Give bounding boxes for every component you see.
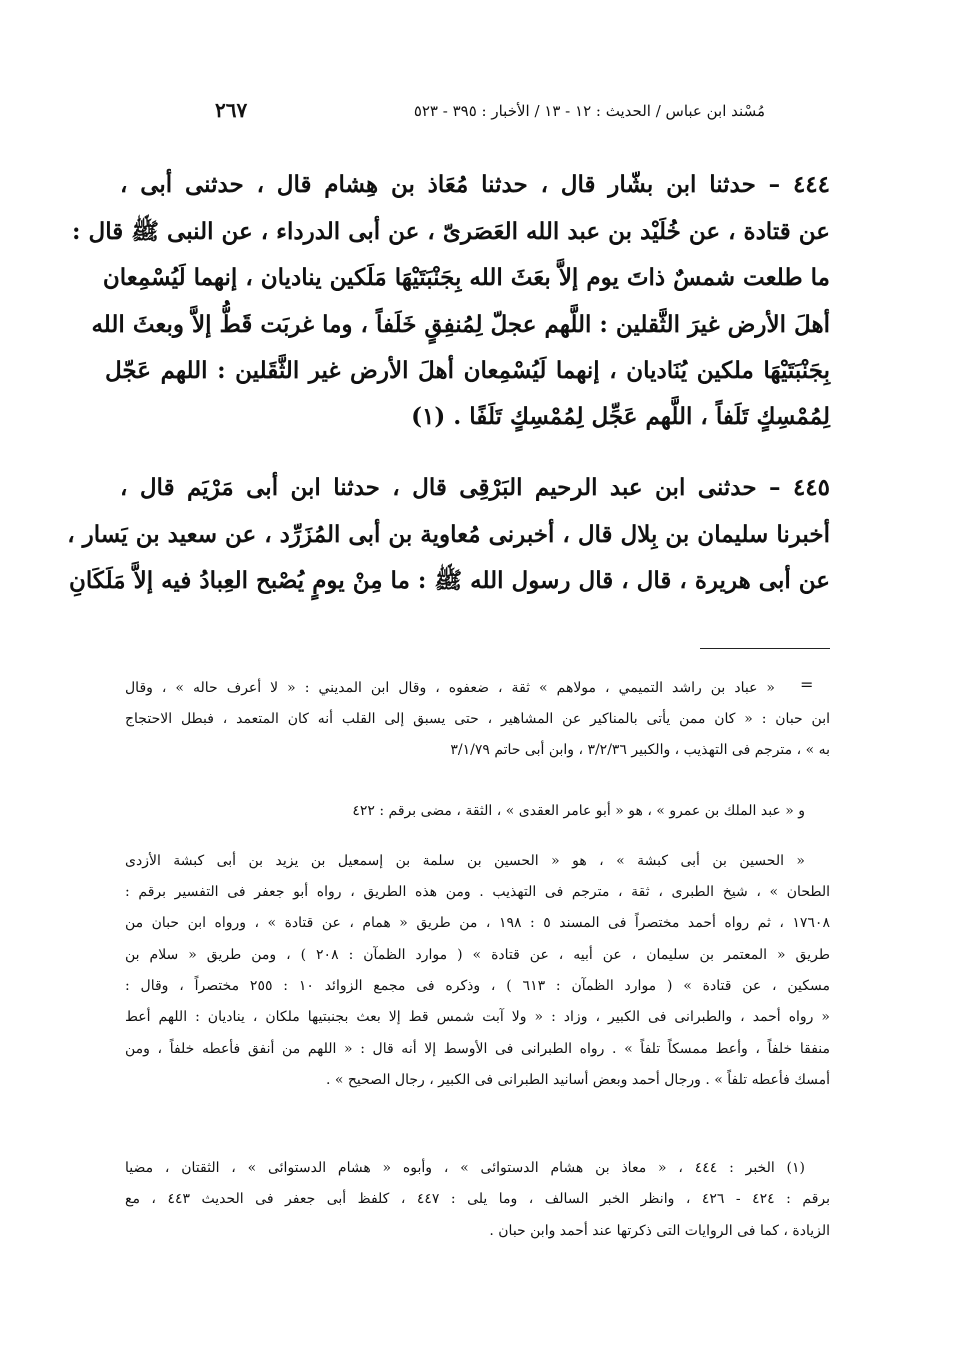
running-header: مُسْند ابن عباس / الحديث : ١٢ - ١٣ / الأخبار : ٣٩٥ - ٥٢٣ <box>413 102 765 120</box>
footnote-line: « رواه أحمد ، والطبرانى فى الكبير ، وزاد : « ولا آبت شمس قط إلا بعث بجنبتيها ملكان ، يناديان : اللهم أعط <box>125 1009 830 1025</box>
text-line: لِمُمْسِكٍ تَلَفاً ، اللَّهم عَجِّل لِمُمْسِكٍ تَلَفًا . (١) <box>411 403 830 430</box>
text-line: ما طلعت شمسٌ ذاتَ يوم إلاَّ بعَثَ الله بِجَنْبَتَيْهَا مَلَكين يناديان ، إنهما لَيُسْمِعان <box>102 264 830 291</box>
page-number: ٢٦٧ <box>215 98 248 122</box>
footnote-line: برقم : ٤٢٤ - ٤٢٦ ، وانظر الخبر السالف ، وما يلى : ٤٤٧ ، كلفظ أبى جعفر فى الحديث ٤٤٣ ، مع <box>125 1191 831 1207</box>
footnote-line: « عباد بن راشد التميمي ، مولاهم » ثقة ، ضعفوه ، وقال ابن المديني : « لا أعرف حاله » ، وقال <box>125 680 775 696</box>
footnote-line: ١٧٦٠٨ ، ثم رواه أحمد مختصراً فى المسند ٥ : ١٩٨ ، من طريق « همام ، عن قتادة » ، ورواه ابن حبان من <box>125 915 830 931</box>
text-line: أخبرنا سليمان بن بِلال قال ، أخبرنى مُعاوية بن أبى المُزَرِّد ، عن سعيد بن يَسار ، <box>67 521 830 548</box>
text-line: بِجَنْبَتَيْهَا ملكين يُنَاديان ، إنهما لَيُسْمِعان أهلَ الأرض غير الثَّقَلين : اللهم عَجّل <box>105 357 830 384</box>
footnote-line: طريق « المعتمر بن سليمان ، عن أبيه ، عن قتادة » ( موارد الظمآن : ٢٠٨ ) ، ومن طريق « سلام بن <box>125 947 830 963</box>
text-line: عن قتادة ، عن خُلَيْد بن عبد الله العَصَرىّ ، عن أبى الدرداء ، عن النبى ﷺ قال : <box>72 218 830 245</box>
footnote-line: منفقا خلفاً ، وأعط ممسكاً تلفاً » . رواه الطبرانى فى الأوسط إلا أنه قال : « اللهم من أنفق فأعطه خلفاً ، ومن <box>125 1041 830 1057</box>
footnote-line: « الحسين بن أبى كبشة » ، هو « الحسين بن سلمة بن إسمعيل بن يزيد بن أبى كبشة الأزدى <box>125 853 805 869</box>
footnote-line: مسكين ، عن قتادة » ( موارد الظمآن : ٦١٣ ) ، وذكره فى مجمع الزوائد ١٠ : ٢٥٥ مختصراً ، وقال : <box>125 978 830 994</box>
footnote-line: (١) الخبر : ٤٤٤ ، « معاذ بن هشام الدستوائى » ، وأبوه « هشام الدستوائى » ، الثقتان ، مضيا <box>125 1160 805 1176</box>
footnote-divider <box>700 648 830 649</box>
text-line: ٤٤٤ – حدثنا ابن بشّار قال ، حدثنا مُعَاذ بن هِشام قال ، حدثنى أبى ، <box>120 171 830 198</box>
text-line: عن أبى هريرة ، قال ، قال رسول الله ﷺ : ما مِنْ يومٍ يُصْبح العِبادُ فيه إلاَّ مَلَكَانِ <box>69 567 830 594</box>
footnote-line: أمسك فأعطه تلفاً » . ورجال أحمد وبعض أسانيد الطبرانى فى الكبير ، رجال الصحيح » . <box>325 1072 830 1088</box>
footnote-line: الزيادة ، كما فى الروايات التى ذكرتها عند أحمد وابن حبان . <box>489 1223 830 1239</box>
text-line: أهلَ الأرض غيرَ الثَّقلين : اللَّهم عجلّ لِمُنفِقٍ خَلَفاً ، وما غربَت قَطُّ إلاَّ وبعثَ الله <box>91 311 830 338</box>
text-line: ٤٤٥ – حدثنى ابن عبد الرحيم البَرْقِى قال ، حدثنا ابن أبى مَرْيَم قال ، <box>120 474 830 501</box>
footnote-line: به » ، مترجم فى التهذيب ، والكبير ٣/٢/٣٦ ، وابن أبى حاتم ٣/١/٧٩ <box>450 742 830 758</box>
continuation-mark: = <box>800 675 814 694</box>
footnote-line: الطحان » ، شيخ الطبرى ، ثقة ، مترجم فى التهذيب . ومن هذه الطريق ، رواه أبو جعفر فى التفسير برقم : <box>125 884 830 900</box>
footnote-line: و « عبد الملك بن عمرو » ، هو « أبو عامر العقدى » ، الثقة ، مضى برقم : ٤٢٢ <box>352 803 805 819</box>
footnote-line: ابن حبان : « كان ممن يأتى بالمناكير عن المشاهير ، حتى يسبق إلى القلب أنه كان المتعمد ، فبطل الاحتجاج <box>125 711 830 727</box>
